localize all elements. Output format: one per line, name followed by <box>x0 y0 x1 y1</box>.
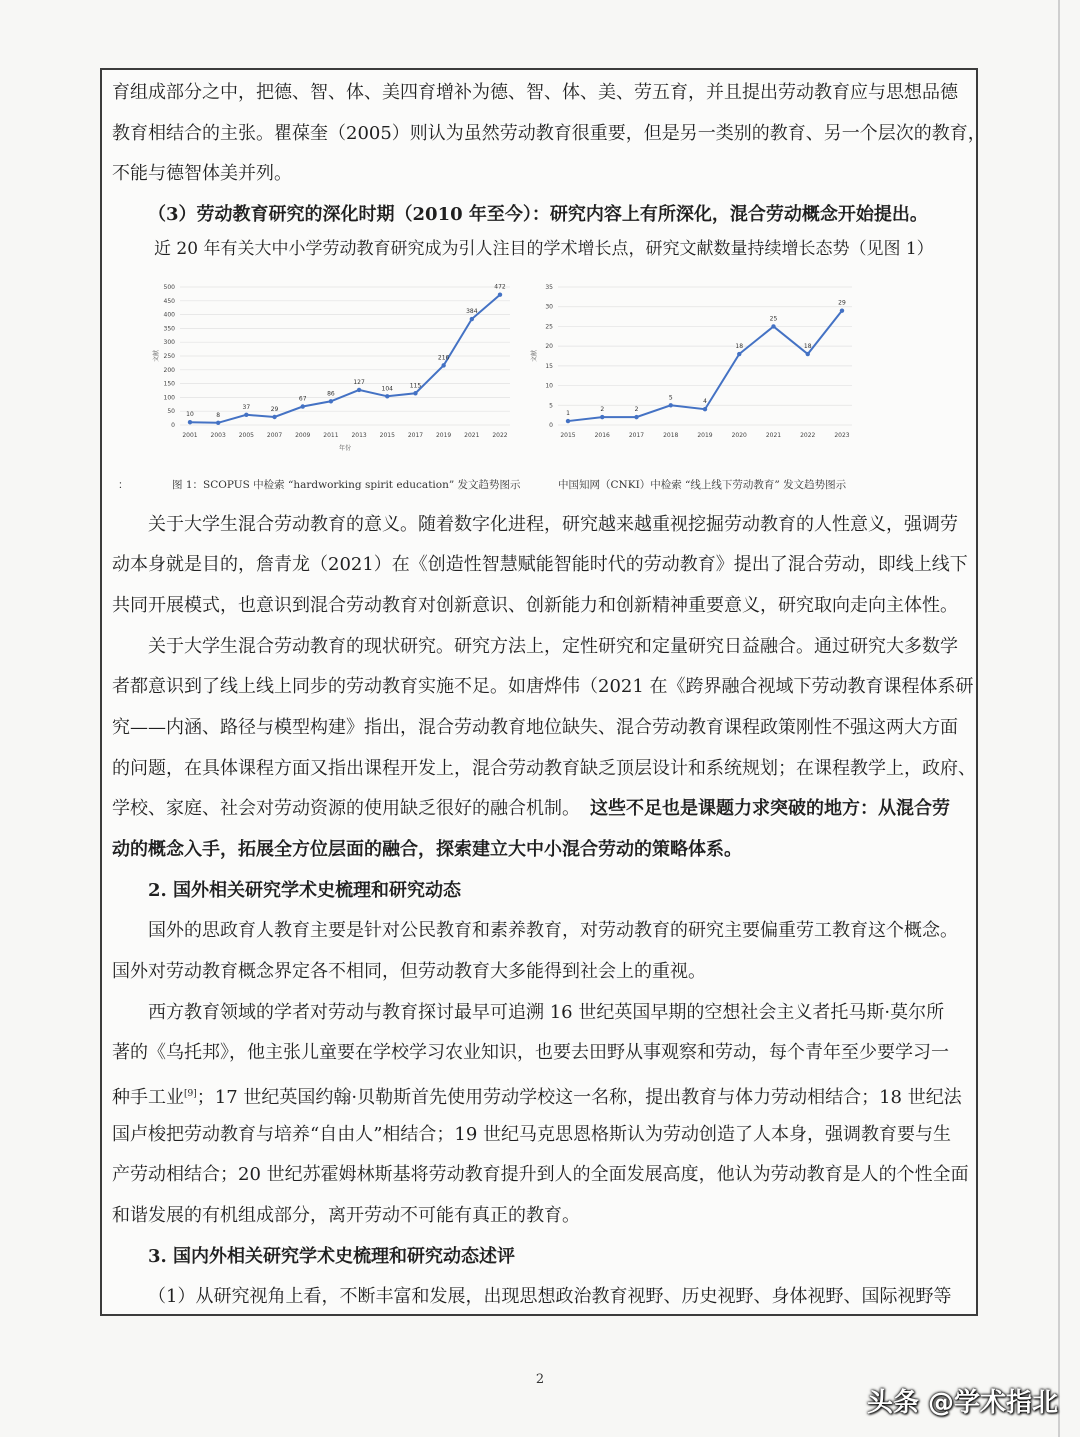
x-tick-label: 2007 <box>266 432 283 439</box>
data-label: 8 <box>216 411 221 419</box>
paragraph-line: 的问题，在具体课程方面又指出课程开发上，混合劳动教育缺乏顶层设计和系统规划；在课程教学上，政府、 <box>112 758 976 779</box>
y-tick-label: 450 <box>163 297 175 305</box>
data-point <box>634 415 638 419</box>
paragraph-line: 关于大学生混合劳动教育的意义。随着数字化进程，研究越来越重视挖掘劳动教育的人性意义，强调劳 <box>148 514 958 535</box>
data-point <box>188 420 192 424</box>
figure-caption-1: 图 1：SCOPUS 中检索 “hardworking spirit education” 发文趋势图示 <box>172 479 521 491</box>
data-point <box>272 415 276 419</box>
watermark: 头条 @学术指北 <box>866 1388 1058 1418</box>
data-label: 18 <box>803 343 812 351</box>
paragraph-line <box>112 798 970 820</box>
paragraph-line: 国外的思政育人教育主要是针对公民教育和素养教育，对劳动教育的研究主要偏重劳工教育这个概念。 <box>148 920 958 941</box>
data-point <box>244 413 248 417</box>
data-label: 10 <box>186 411 194 419</box>
data-point <box>600 415 604 419</box>
y-tick-label: 500 <box>163 284 175 291</box>
y-tick-label: 350 <box>163 325 175 333</box>
data-point <box>737 352 741 356</box>
data-point <box>703 407 707 411</box>
data-label: 384 <box>466 308 478 316</box>
y-axis-title: 文献 <box>531 349 538 363</box>
data-point <box>669 403 673 407</box>
x-tick-label: 2019 <box>435 432 452 439</box>
x-tick-label: 2017 <box>407 432 424 439</box>
paragraph-line: 教育相结合的主张。瞿葆奎（2005）则认为虽然劳动教育很重要，但是另一类别的教育、另一个层次的教育， <box>112 123 986 144</box>
x-tick-label: 2009 <box>295 432 311 439</box>
x-tick-label: 2016 <box>594 432 610 439</box>
paragraph-line: 究——内涵、路径与模型构建》指出，混合劳动教育地位缺失、混合劳动教育课程政策刚性不强这两大方面 <box>112 717 958 738</box>
emphasis-line: 动的概念入手，拓展全方位层面的融合，探索建立大中小混合劳动的策略体系。 <box>112 839 742 860</box>
data-point <box>216 421 220 425</box>
y-tick-label: 20 <box>545 343 553 351</box>
y-tick-label: 400 <box>163 311 175 319</box>
x-tick-label: 2019 <box>697 432 713 439</box>
data-point <box>413 391 417 395</box>
y-tick-label: 150 <box>163 380 175 388</box>
x-tick-label: 2020 <box>731 432 747 439</box>
x-tick-label: 2021 <box>765 432 782 439</box>
y-tick-label: 35 <box>545 284 553 291</box>
x-tick-label: 2018 <box>663 432 679 439</box>
paragraph-line: 产劳动相结合；20 世纪苏霍姆林斯基将劳动教育提升到人的全面发展高度，他认为劳动教育是人的个性全面 <box>112 1164 969 1185</box>
section-heading-2: 2. 国外相关研究学术史梳理和研究动态 <box>148 880 462 901</box>
section-heading-3: （3）劳动教育研究的深化时期（2010 年至今）：研究内容上有所深化，混合劳动概念开始提出。 <box>148 204 928 225</box>
data-point <box>771 324 775 328</box>
data-point <box>470 317 474 321</box>
data-point <box>329 399 333 403</box>
paragraph-text: 学校、家庭、社会对劳动资源的使用缺乏很好的融合机制。 <box>112 798 580 819</box>
paragraph-line: 动本身就是目的，詹青龙（2021）在《创造性智慧赋能智能时代的劳动教育》提出了混合劳动，即线上线下 <box>112 554 968 575</box>
figure-caption-2: 中国知网（CNKI）中检索 “线上线下劳动教育” 发文趋势图示 <box>558 479 847 491</box>
data-label: 1 <box>566 410 570 418</box>
data-point <box>566 419 570 423</box>
x-axis-title: 年份 <box>338 445 352 452</box>
y-tick-label: 10 <box>545 382 553 390</box>
paragraph-line: 西方教育领域的学者对劳动与教育探讨最早可追溯 16 世纪英国早期的空想社会主义者托马斯·莫尔所 <box>148 1002 945 1023</box>
y-tick-label: 100 <box>163 394 175 402</box>
x-tick-label: 2001 <box>182 432 198 439</box>
y-tick-label: 5 <box>549 402 553 410</box>
y-tick-label: 250 <box>163 353 175 360</box>
x-tick-label: 2015 <box>379 432 395 439</box>
paragraph-line: 国外对劳动教育概念界定各不相同，但劳动教育大多能得到社会上的重视。 <box>112 961 706 982</box>
data-label: 2 <box>634 406 639 414</box>
data-label: 86 <box>327 390 335 398</box>
data-label: 29 <box>838 299 846 307</box>
paragraph-line: （1）从研究视角上看，不断丰富和发展，出现思想政治教育视野、历史视野、身体视野、国际视野等 <box>148 1286 952 1307</box>
data-label: 18 <box>735 343 744 351</box>
emphasis-text: 这些不足也是课题力求突破的地方：从混合劳 <box>590 798 950 819</box>
y-tick-label: 0 <box>549 422 553 429</box>
data-label: 127 <box>353 378 365 386</box>
y-tick-label: 30 <box>545 303 553 311</box>
y-tick-label: 200 <box>163 366 175 374</box>
page-edge <box>1058 0 1060 1437</box>
cnki-line-chart <box>532 275 872 467</box>
x-tick-label: 2017 <box>628 432 645 439</box>
paragraph-line: 和谐发展的有机组成部分，离开劳动不可能有真正的教育。 <box>112 1205 580 1226</box>
x-tick-label: 2022 <box>800 432 816 439</box>
data-label: 5 <box>668 394 673 402</box>
paragraph-line: 育组成部分之中，把德、智、体、美四育增补为德、智、体、美、劳五育，并且提出劳动教育应与思想品德 <box>112 82 958 103</box>
y-tick-label: 0 <box>171 422 175 429</box>
data-label: 37 <box>242 403 251 411</box>
data-label: 104 <box>381 385 393 393</box>
y-tick-label: 15 <box>545 362 553 370</box>
paragraph-text: 种手工业 <box>112 1087 184 1108</box>
paragraph-line: 著的《乌托邦》，他主张儿童要在学校学习农业知识，也要去田野从事观察和劳动，每个青年至少要学习一 <box>112 1042 949 1063</box>
section-heading-3b: 3. 国内外相关研究学术史梳理和研究动态述评 <box>148 1246 516 1267</box>
paragraph-line: 者都意识到了线上线上同步的劳动教育实施不足。如唐烨伟（2021 在《跨界融合视域下劳动教育课程体系研 <box>112 676 974 697</box>
caption-marker: ： <box>118 479 129 491</box>
y-tick-label: 25 <box>545 323 553 331</box>
x-tick-label: 2023 <box>834 432 850 439</box>
data-label: 25 <box>769 315 778 323</box>
paragraph-line <box>112 1083 970 1109</box>
document-frame <box>100 68 986 1316</box>
data-point <box>840 308 844 312</box>
paragraph-text: ；17 世纪英国约翰·贝勒斯首先使用劳动学校这一名称，提出教育与体力劳动相结合；18 世纪法 <box>196 1087 962 1108</box>
x-tick-label: 2021 <box>464 432 480 439</box>
page-number: 2 <box>535 1372 545 1387</box>
x-tick-label: 2013 <box>351 432 367 439</box>
chart-intro: 近 20 年有关大中小学劳动教育研究成为引人注目的学术增长点，研究文献数量持续增长态势（见图 1） <box>154 239 934 259</box>
data-label: 4 <box>703 398 707 406</box>
data-label: 472 <box>494 283 506 291</box>
x-tick-label: 2015 <box>560 432 576 439</box>
paragraph-line: 共同开展模式，也意识到混合劳动教育对创新意识、创新能力和创新精神重要意义，研究取向走向主体性。 <box>112 595 958 616</box>
x-tick-label: 2003 <box>210 432 226 439</box>
y-axis-title: 文献 <box>153 349 160 363</box>
data-label: 29 <box>270 405 279 413</box>
y-tick-label: 50 <box>167 408 175 416</box>
x-tick-label: 2022 <box>492 432 508 439</box>
data-label: 115 <box>409 382 422 390</box>
data-label: 67 <box>298 395 307 403</box>
data-label: 2 <box>600 406 605 414</box>
x-tick-label: 2005 <box>238 432 255 439</box>
data-point <box>806 352 810 356</box>
paragraph-line: 国卢梭把劳动教育与培养“自由人”相结合；19 世纪马克思恩格斯认为劳动创造了人本身，强调教育要与生 <box>112 1124 952 1145</box>
scopus-line-chart <box>150 275 530 467</box>
data-point <box>301 404 305 408</box>
data-point <box>385 394 389 398</box>
data-point <box>357 388 361 392</box>
paragraph-line: 关于大学生混合劳动教育的现状研究。研究方法上，定性研究和定量研究日益融合。通过研究大多数学 <box>148 636 958 657</box>
data-point <box>498 293 502 297</box>
data-point <box>441 363 445 367</box>
data-label: 216 <box>437 354 450 362</box>
citation-superscript: [9] <box>184 1089 197 1099</box>
y-tick-label: 300 <box>163 339 175 347</box>
x-tick-label: 2011 <box>323 432 339 439</box>
paragraph-line: 不能与德智体美并列。 <box>112 163 292 184</box>
series-line <box>190 295 500 423</box>
